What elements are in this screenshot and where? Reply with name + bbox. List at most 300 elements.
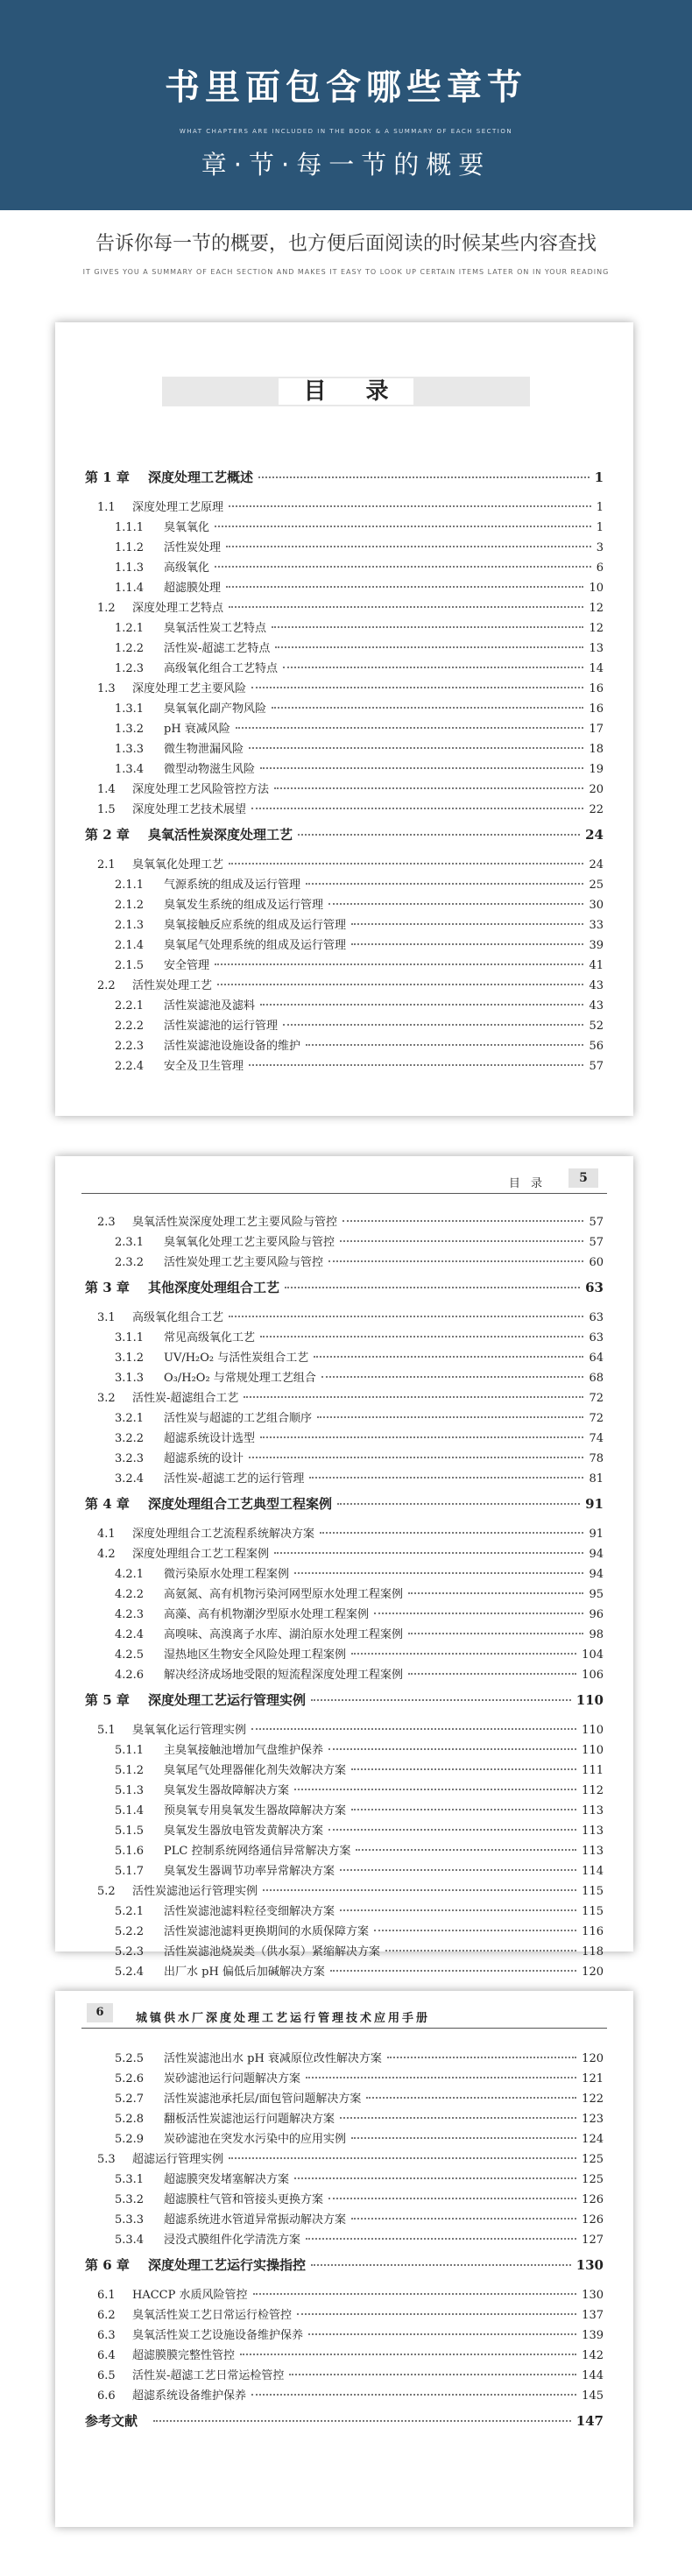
toc-entry-row[interactable] (85, 1605, 604, 1625)
toc-entry-row[interactable] (85, 2190, 604, 2210)
toc-entry-row[interactable] (85, 498, 604, 518)
toc-entry-row[interactable] (85, 1429, 604, 1449)
toc-entry-number: 5.2.2 (115, 1925, 145, 1938)
toc-entry-page: 144 (582, 2369, 604, 2382)
toc-entry-row[interactable] (85, 800, 604, 820)
toc-entry-page: 94 (589, 1548, 604, 1561)
toc-entry-title: 臭氧发生器放电管发黄解决方案 (164, 1824, 324, 1838)
dot-leader (351, 1768, 576, 1770)
dot-leader (226, 546, 591, 547)
toc-entry-text (115, 895, 323, 912)
toc-entry-title: 超滤膜柱气管和管接头更换方案 (164, 2193, 324, 2206)
toc-entry-title: 活性炭处理 (164, 541, 222, 554)
toc-entry-row[interactable] (85, 935, 604, 956)
toc-entry-row[interactable] (85, 780, 604, 800)
toc-entry-text (85, 468, 253, 486)
dot-leader (294, 1572, 583, 1574)
dot-leader (251, 687, 583, 688)
toc-entry-text (115, 2170, 289, 2186)
page-number: 6 (87, 2003, 113, 2022)
dot-leader (240, 2354, 576, 2355)
toc-entry-number: 5.1 (97, 1724, 116, 1737)
toc-entry-number: 5.1.7 (115, 1865, 145, 1878)
running-header (81, 1156, 607, 1194)
toc-entry-number: 5.1.3 (115, 1784, 145, 1797)
toc-entry-row[interactable] (85, 639, 604, 659)
dot-leader (340, 1869, 576, 1871)
toc-entry-page: 10 (589, 582, 604, 595)
toc-entry-page: 124 (582, 2133, 604, 2146)
dot-leader (408, 1673, 576, 1675)
toc-entry-text (85, 825, 293, 843)
toc-entry-row[interactable] (85, 1328, 604, 1348)
toc-entry-page: 139 (582, 2329, 604, 2342)
toc-entry-number: 5.3.4 (115, 2234, 145, 2247)
toc-entry-title: 活性炭滤池及滤料 (164, 999, 256, 1013)
toc-entry-row[interactable] (85, 659, 604, 679)
toc-entry-number: 4.2.5 (115, 1648, 145, 1662)
dot-leader (258, 476, 590, 478)
toc-chapter-row[interactable] (85, 2411, 604, 2436)
dot-leader (215, 566, 591, 568)
toc-entry-row[interactable] (85, 538, 604, 558)
toc-entry-text (85, 2255, 306, 2274)
toc-entry-row[interactable] (85, 2210, 604, 2230)
toc-entry-title: 高级氧化组合工艺 (132, 1311, 224, 1324)
toc-entry-row[interactable] (85, 679, 604, 699)
toc-entry-page: 63 (585, 1280, 604, 1295)
toc-entry-row[interactable] (85, 1740, 604, 1761)
banner-subtitle-cn: 章·节·每一节的概要 (201, 150, 491, 180)
dot-leader (351, 2137, 576, 2139)
toc-entry-text (115, 1232, 335, 1249)
dot-leader (294, 1789, 576, 1790)
toc-entry-page: 39 (589, 939, 604, 952)
toc-entry-text (115, 1740, 323, 1757)
dot-leader (298, 834, 580, 836)
toc-entry-row[interactable] (85, 1881, 604, 1902)
toc-entry-row[interactable] (85, 1469, 604, 1489)
toc-entry-title: 深度处理工艺风险管控方法 (132, 783, 270, 796)
toc-entry-page: 3 (596, 541, 604, 554)
dot-leader (306, 2238, 576, 2240)
toc-entry-row[interactable] (85, 1253, 604, 1273)
toc-entry-row[interactable] (85, 1036, 604, 1056)
dot-leader (260, 767, 583, 769)
dot-leader (351, 943, 583, 945)
toc-entry-row[interactable] (85, 2285, 604, 2305)
toc-entry-number: 2.2.3 (115, 1040, 145, 1053)
toc-entry-number: 2.1.1 (115, 879, 145, 892)
toc-entry-row[interactable] (85, 2109, 604, 2129)
toc-entry-text (97, 598, 223, 615)
toc-entry-row[interactable] (85, 1902, 604, 1922)
toc-chapter-row[interactable] (85, 1690, 604, 1715)
toc-entry-text (115, 2230, 300, 2247)
dot-leader (328, 2198, 576, 2199)
toc-entry-page: 43 (589, 999, 604, 1013)
toc-entry-title: 臭氧氧化 (164, 521, 210, 534)
dot-leader (229, 1316, 583, 1317)
toc-entry-row[interactable] (85, 1720, 604, 1740)
toc-entry-page: 16 (589, 682, 604, 695)
toc-entry-row[interactable] (85, 996, 604, 1016)
toc-entry-number: 1.2.2 (115, 642, 145, 655)
toc-entry-row[interactable] (85, 2346, 604, 2366)
dot-leader (311, 2264, 571, 2266)
toc-entry-page: 20 (589, 783, 604, 796)
dot-leader (217, 984, 583, 985)
toc-entry-row[interactable] (85, 759, 604, 780)
toc-entry-text (115, 1781, 289, 1797)
toc-entry-text (97, 1308, 223, 1324)
toc-entry-row[interactable] (85, 1449, 604, 1469)
toc-entry-title: 臭氧活性炭深度处理工艺主要风险与管控 (132, 1216, 338, 1229)
toc-entry-number: 5.1.6 (115, 1845, 145, 1858)
toc-chapter-row[interactable] (85, 1278, 604, 1302)
toc-entry-row[interactable] (85, 956, 604, 976)
toc-entry-row[interactable] (85, 1801, 604, 1821)
toc-heading (162, 377, 530, 406)
toc-entry-row[interactable] (85, 739, 604, 759)
toc-entry-number: 1.3.2 (115, 723, 145, 736)
toc-entry-row[interactable] (85, 1665, 604, 1685)
toc-entry-row[interactable] (85, 1861, 604, 1881)
toc-entry-number: 5.2.4 (115, 1966, 145, 1979)
toc-entry-page: 1 (594, 469, 604, 485)
toc-entry-number: 5.1.2 (115, 1764, 145, 1777)
toc-entry-number: 1.1.4 (115, 582, 145, 595)
toc-entry-page: 127 (582, 2234, 604, 2247)
toc-entry-number: 5.3.1 (115, 2173, 145, 2186)
toc-page-2 (55, 1156, 633, 1979)
toc-entry-row[interactable] (85, 2129, 604, 2149)
toc-entry-row[interactable] (85, 875, 604, 895)
dot-leader (272, 626, 583, 628)
toc-entry-page: 57 (589, 1236, 604, 1249)
toc-entry-text (115, 935, 346, 952)
toc-entry-number: 3.2 (97, 1392, 116, 1405)
toc-entry-text (115, 1625, 403, 1641)
toc-entry-title: 活性炭-超滤工艺的运行管理 (164, 1472, 305, 1486)
toc-entry-row[interactable] (85, 2325, 604, 2346)
toc-entry-title: 活性炭与超滤的工艺组合顺序 (164, 1412, 313, 1425)
toc-entry-row[interactable] (85, 2170, 604, 2190)
toc-entry-row[interactable] (85, 2305, 604, 2325)
toc-entry-row[interactable] (85, 1942, 604, 1962)
toc-entry-row[interactable] (85, 1408, 604, 1429)
dot-leader (374, 1613, 583, 1614)
toc-entry-title: 微污染原水处理工程案例 (164, 1568, 290, 1581)
toc-entry-page: 91 (589, 1528, 604, 1541)
toc-entry-number: 2.1.3 (115, 919, 145, 932)
toc-entry-title: 超滤系统设计选型 (164, 1432, 256, 1445)
toc-entry-text (115, 578, 221, 595)
toc-entry-page: 72 (589, 1412, 604, 1425)
toc-entry-title: 超滤膜突发堵塞解决方案 (164, 2173, 290, 2186)
toc-entry-title: 高级氧化 (164, 561, 210, 575)
toc-entry-page: 68 (589, 1372, 604, 1385)
toc-entry-page: 125 (582, 2153, 604, 2166)
toc-entry-text (97, 800, 246, 816)
toc-entry-title: 深度处理工艺运行实操指控 (148, 2257, 307, 2273)
toc-entry-text (97, 2305, 292, 2322)
toc-entry-title: 超滤运行管理实例 (132, 2153, 224, 2166)
toc-entry-number: 5.2.9 (115, 2133, 145, 2146)
toc-entry-number: 4.2.2 (115, 1588, 145, 1601)
toc-entry-row[interactable] (85, 518, 604, 538)
toc-entry-row[interactable] (85, 1232, 604, 1253)
toc-entry-row[interactable] (85, 2049, 604, 2069)
toc-entry-title: 深度处理组合工艺工程案例 (132, 1548, 270, 1561)
toc-entry-title: 活性炭处理工艺主要风险与管控 (164, 1256, 324, 1269)
toc-entry-row[interactable] (85, 2089, 604, 2109)
toc-entry-page: 110 (582, 1724, 604, 1737)
toc-entry-row[interactable] (85, 895, 604, 915)
toc-entry-row[interactable] (85, 1821, 604, 1841)
toc-heading-text: 目 录 (279, 378, 413, 405)
toc-entry-page: 63 (589, 1331, 604, 1344)
toc-entry-page: 126 (582, 2213, 604, 2227)
toc-entry-text (115, 1841, 350, 1858)
toc-entry-title: 臭氧活性炭工艺特点 (164, 622, 267, 635)
toc-entry-page: 74 (589, 1432, 604, 1445)
dot-leader (253, 2293, 577, 2295)
toc-entry-number: 5.1.5 (115, 1824, 145, 1838)
dot-leader (351, 1809, 576, 1810)
toc-entry-number: 5.2.6 (115, 2072, 145, 2086)
toc-chapter-row[interactable] (85, 1494, 604, 1519)
toc-entry-row[interactable] (85, 1584, 604, 1605)
toc-entry-title: 常见高级氧化工艺 (164, 1331, 256, 1344)
toc-entry-text (97, 1720, 246, 1737)
toc-entry-text (97, 1388, 238, 1405)
toc-entry-row[interactable] (85, 1761, 604, 1781)
dot-leader (328, 903, 583, 905)
toc-entry-row[interactable] (85, 618, 604, 639)
toc-entry-row[interactable] (85, 1544, 604, 1564)
toc-entry-number: 2.2.4 (115, 1060, 145, 1073)
toc-entry-title: 活性炭滤池滤料更换期间的水质保障方案 (164, 1925, 370, 1938)
toc-entry-row[interactable] (85, 1368, 604, 1388)
toc-entry-text (97, 2346, 235, 2362)
toc-entry-row[interactable] (85, 1922, 604, 1942)
toc-entry-number: 2.3 (97, 1216, 116, 1229)
toc-entry-text (115, 1665, 403, 1682)
toc-entry-text (115, 1328, 255, 1344)
toc-entry-text (115, 1429, 255, 1445)
toc-entry-page: 24 (589, 858, 604, 872)
toc-entry-row[interactable] (85, 578, 604, 598)
toc-entry-row[interactable] (85, 1781, 604, 1801)
toc-entry-title: 活性炭滤池设施设备的维护 (164, 1040, 301, 1053)
toc-entry-page: 56 (589, 1040, 604, 1053)
toc-entry-number: 1.1.3 (115, 561, 145, 575)
toc-entry-row[interactable] (85, 915, 604, 935)
toc-entry-title: 高嗅味、高溴离子水库、湖泊原水处理工程案例 (164, 1628, 404, 1641)
toc-entry-row[interactable] (85, 719, 604, 739)
toc-entry-page: 130 (582, 2289, 604, 2302)
toc-entry-row[interactable] (85, 2149, 604, 2170)
toc-entry-number: 6.3 (97, 2329, 116, 2342)
toc-entry-number: 1.5 (97, 803, 116, 816)
dot-leader (340, 1909, 576, 1911)
toc-entry-text (115, 1348, 308, 1365)
dot-leader (297, 2313, 576, 2315)
toc-entry-number: 第 3 章 (85, 1280, 130, 1295)
toc-entry-title: 超滤系统的设计 (164, 1452, 244, 1465)
toc-entry-title: 活性炭滤池运行管理实例 (132, 1885, 258, 1898)
toc-entry-text (115, 538, 221, 554)
toc-entry-number: 5.3.2 (115, 2193, 145, 2206)
toc-chapter-row[interactable] (85, 2255, 604, 2280)
toc-entry-title: 活性炭-超滤工艺日常运检管控 (132, 2369, 285, 2382)
toc-entry-text (115, 1902, 335, 1918)
toc-entry-row[interactable] (85, 2386, 604, 2406)
toc-entry-row[interactable] (85, 1308, 604, 1328)
toc-entry-text (115, 956, 209, 972)
header-banner (0, 0, 692, 210)
toc-entry-page: 98 (589, 1628, 604, 1641)
toc-entry-number: 3.2.4 (115, 1472, 145, 1486)
toc-entry-title: 活性炭-超滤组合工艺 (132, 1392, 239, 1405)
toc-entry-title: 深度处理工艺主要风险 (132, 682, 247, 695)
dot-leader (311, 1699, 571, 1701)
toc-entry-title: 预臭氧专用臭氧发生器故障解决方案 (164, 1804, 347, 1817)
toc-entry-row[interactable] (85, 2069, 604, 2089)
toc-entry-number: 4.2.1 (115, 1568, 145, 1581)
toc-entry-row[interactable] (85, 1016, 604, 1036)
toc-entry-text (115, 1922, 369, 1938)
toc-entry-text (115, 1605, 369, 1621)
toc-entry-number: 1.2.1 (115, 622, 145, 635)
toc-entry-number: 5.2 (97, 1885, 116, 1898)
toc-entry-text (115, 1861, 335, 1878)
toc-entry-text (85, 2411, 148, 2430)
dot-leader (249, 1457, 583, 1458)
toc-entry-row[interactable] (85, 2230, 604, 2250)
dot-leader (274, 787, 583, 789)
dot-leader (328, 1829, 576, 1831)
toc-entry-title: 活性炭滤池出水 pH 衰减原位改性解决方案 (164, 2052, 382, 2065)
dot-leader (306, 883, 583, 885)
toc-entry-title: 臭氧发生器调节功率异常解决方案 (164, 1865, 335, 1878)
toc-entry-page: 123 (582, 2113, 604, 2126)
toc-page-3 (55, 1991, 633, 2527)
toc-chapter-row[interactable] (85, 468, 604, 492)
dot-leader (215, 963, 583, 965)
toc-entry-number: 6.2 (97, 2309, 116, 2322)
toc-entry-row[interactable] (85, 1645, 604, 1665)
toc-entry-text (97, 780, 269, 796)
toc-entry-page: 118 (582, 1945, 604, 1958)
dot-leader (283, 667, 583, 668)
toc-entry-number: 5.2.3 (115, 1945, 145, 1958)
toc-entry-text (115, 1942, 380, 1958)
toc-entry-page: 22 (589, 803, 604, 816)
toc-entry-page: 116 (582, 1925, 604, 1938)
toc-entry-row[interactable] (85, 558, 604, 578)
toc-entry-text (115, 618, 266, 635)
toc-entry-page: 130 (575, 2257, 604, 2273)
toc-entry-page: 63 (589, 1311, 604, 1324)
tagline-en: IT GIVES YOU A SUMMARY OF EACH SECTION AND MAKES IT EASY TO LOOK UP CERTAIN ITEMS LATER ON IN YOUR READING (82, 268, 610, 276)
toc-entry-row[interactable] (85, 1625, 604, 1645)
toc-chapter-row[interactable] (85, 825, 604, 850)
toc-entry-page: 24 (585, 827, 604, 843)
toc-entry-number: 5.2.7 (115, 2093, 145, 2106)
toc-entry-page: 19 (589, 763, 604, 776)
dot-leader (308, 2333, 576, 2335)
toc-entry-title: 出厂水 pH 偏低后加碱解决方案 (164, 1966, 325, 1979)
toc-entry-number: 第 6 章 (85, 2257, 130, 2273)
dot-leader (306, 2077, 576, 2078)
toc-entry-row[interactable] (85, 1962, 604, 1982)
toc-entry-number: 2.2.2 (115, 1020, 145, 1033)
toc-entry-title: 活性炭滤池的运行管理 (164, 1020, 279, 1033)
toc-entry-text (115, 1761, 346, 1777)
running-header-title: 目 录 (508, 1177, 546, 1190)
toc-entry-number: 1.2.3 (115, 662, 145, 675)
toc-entry-number: 1.3 (97, 682, 116, 695)
toc-entry-title: 活性炭滤池滤料粒径变细解决方案 (164, 1905, 335, 1918)
toc-entry-text (115, 639, 270, 655)
toc-entry-row[interactable] (85, 1348, 604, 1368)
dot-leader (294, 2177, 576, 2179)
toc-entry-row[interactable] (85, 1056, 604, 1076)
dot-leader (321, 1376, 584, 1378)
dot-leader (263, 1889, 576, 1891)
toc-entry-title: 臭氧发生器故障解决方案 (164, 1784, 290, 1797)
toc-entry-text (115, 2069, 300, 2086)
toc-entry-text (115, 2089, 361, 2106)
toc-entry-title: 超滤系统设备维护保养 (132, 2389, 247, 2403)
toc-entry-number: 1.3.4 (115, 763, 145, 776)
toc-entry-number: 3.2.2 (115, 1432, 145, 1445)
toc-entry-page: 33 (589, 919, 604, 932)
toc-entry-page: 94 (589, 1568, 604, 1581)
toc-entry-page: 110 (582, 1744, 604, 1757)
toc-entry-page: 125 (582, 2173, 604, 2186)
toc-entry-page: 13 (589, 642, 604, 655)
toc-entry-page: 137 (582, 2309, 604, 2322)
toc-entry-row[interactable] (85, 598, 604, 618)
toc-entry-row[interactable] (85, 2366, 604, 2386)
toc-entry-text (97, 1544, 269, 1561)
toc-entry-title: 炭砂滤池运行问题解决方案 (164, 2072, 301, 2086)
dot-leader (351, 2218, 576, 2220)
toc-entry-page: 126 (582, 2193, 604, 2206)
toc-entry-page: 106 (582, 1669, 604, 1682)
dot-leader (342, 1220, 583, 1222)
toc-entry-row[interactable] (85, 1212, 604, 1232)
toc-entry-number: 1.1.2 (115, 541, 145, 554)
toc-entry-row[interactable] (85, 699, 604, 719)
toc-entry-text (115, 2210, 346, 2227)
toc-entry-text (115, 1449, 244, 1465)
toc-entry-page: 115 (582, 1905, 604, 1918)
dot-leader (374, 1930, 576, 1931)
toc-entry-row[interactable] (85, 855, 604, 875)
dot-leader (356, 1849, 576, 1851)
toc-entry-row[interactable] (85, 1388, 604, 1408)
dot-leader (283, 1024, 583, 1026)
toc-entry-row[interactable] (85, 1524, 604, 1544)
toc-entry-page: 121 (582, 2072, 604, 2086)
toc-entry-row[interactable] (85, 1841, 604, 1861)
toc-entry-row[interactable] (85, 976, 604, 996)
toc-entry-row[interactable] (85, 1564, 604, 1584)
